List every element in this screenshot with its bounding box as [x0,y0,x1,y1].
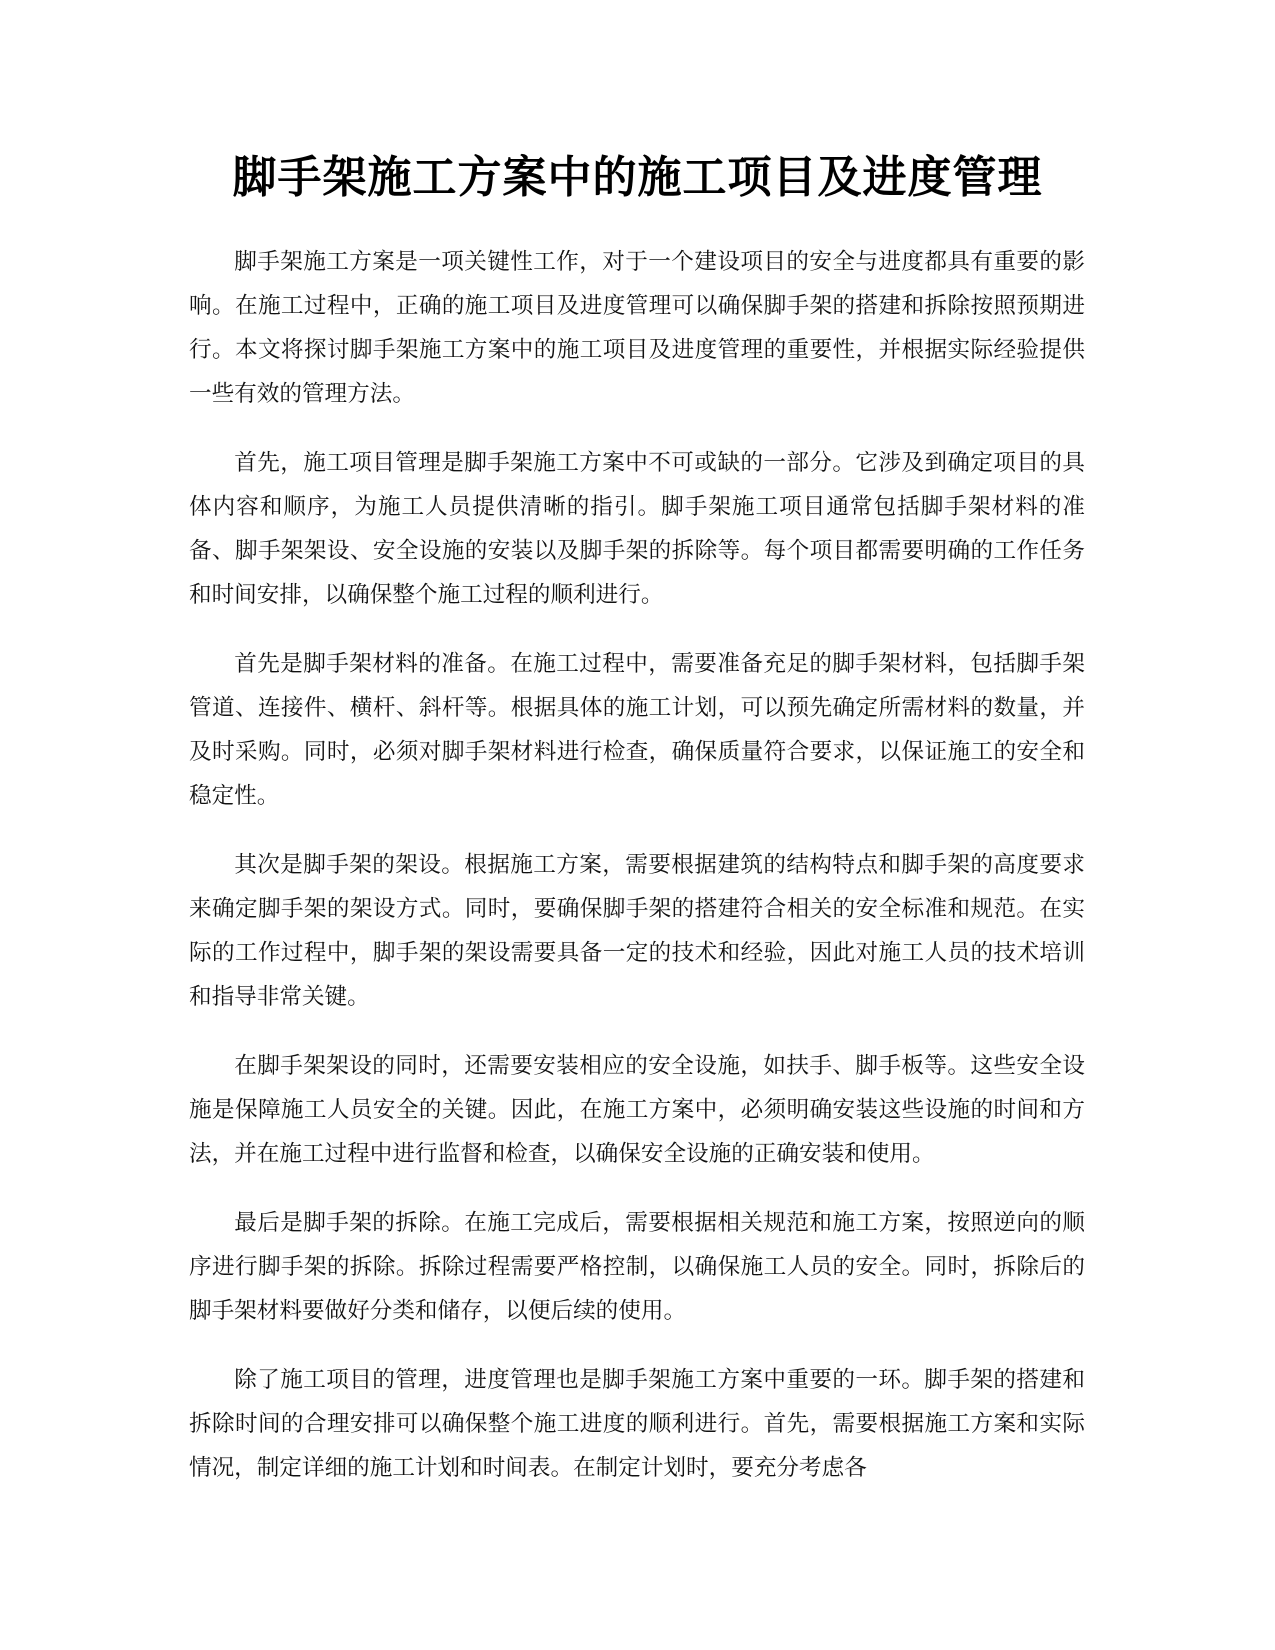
paragraph-safety-facilities: 在脚手架架设的同时，还需要安装相应的安全设施，如扶手、脚手板等。这些安全设施是保障施工人员安全的关键。因此，在施工方案中，必须明确安装这些设施的时间和方法，并在施工过程中进行监督和检查，以确保安全设施的正确安装和使用。 [189,1053,1085,1167]
paragraph-material-preparation: 首先是脚手架材料的准备。在施工过程中，需要准备充足的脚手架材料，包括脚手架管道、连接件、横杆、斜杆等。根据具体的施工计划，可以预先确定所需材料的数量，并及时采购。同时，必须对脚手架材料进行检查，确保质量符合要求，以保证施工的安全和稳定性。 [189,651,1085,809]
paragraph-intro: 脚手架施工方案是一项关键性工作，对于一个建设项目的安全与进度都具有重要的影响。在施工过程中，正确的施工项目及进度管理可以确保脚手架的搭建和拆除按照预期进行。本文将探讨脚手架施工方案中的施工项目及进度管理的重要性，并根据实际经验提供一些有效的管理方法。 [189,249,1085,407]
paragraph-project-management: 首先，施工项目管理是脚手架施工方案中不可或缺的一部分。它涉及到确定项目的具体内容和顺序，为施工人员提供清晰的指引。脚手架施工项目通常包括脚手架材料的准备、脚手架架设、安全设施的安装以及脚手架的拆除等。每个项目都需要明确的工作任务和时间安排，以确保整个施工过程的顺利进行。 [189,450,1085,608]
paragraph-erection: 其次是脚手架的架设。根据施工方案，需要根据建筑的结构特点和脚手架的高度要求来确定脚手架的架设方式。同时，要确保脚手架的搭建符合相关的安全标准和规范。在实际的工作过程中，脚手架的架设需要具备一定的技术和经验，因此对施工人员的技术培训和指导非常关键。 [189,852,1085,1010]
document-body [189,240,1085,1515]
paragraph-schedule-management: 除了施工项目的管理，进度管理也是脚手架施工方案中重要的一环。脚手架的搭建和拆除时间的合理安排可以确保整个施工进度的顺利进行。首先，需要根据施工方案和实际情况，制定详细的施工计划和时间表。在制定计划时，要充分考虑各 [189,1367,1085,1481]
paragraph-dismantling: 最后是脚手架的拆除。在施工完成后，需要根据相关规范和施工方案，按照逆向的顺序进行脚手架的拆除。拆除过程需要严格控制，以确保施工人员的安全。同时，拆除后的脚手架材料要做好分类和储存，以便后续的使用。 [189,1210,1085,1324]
document-title: 脚手架施工方案中的施工项目及进度管理 [232,152,1043,203]
